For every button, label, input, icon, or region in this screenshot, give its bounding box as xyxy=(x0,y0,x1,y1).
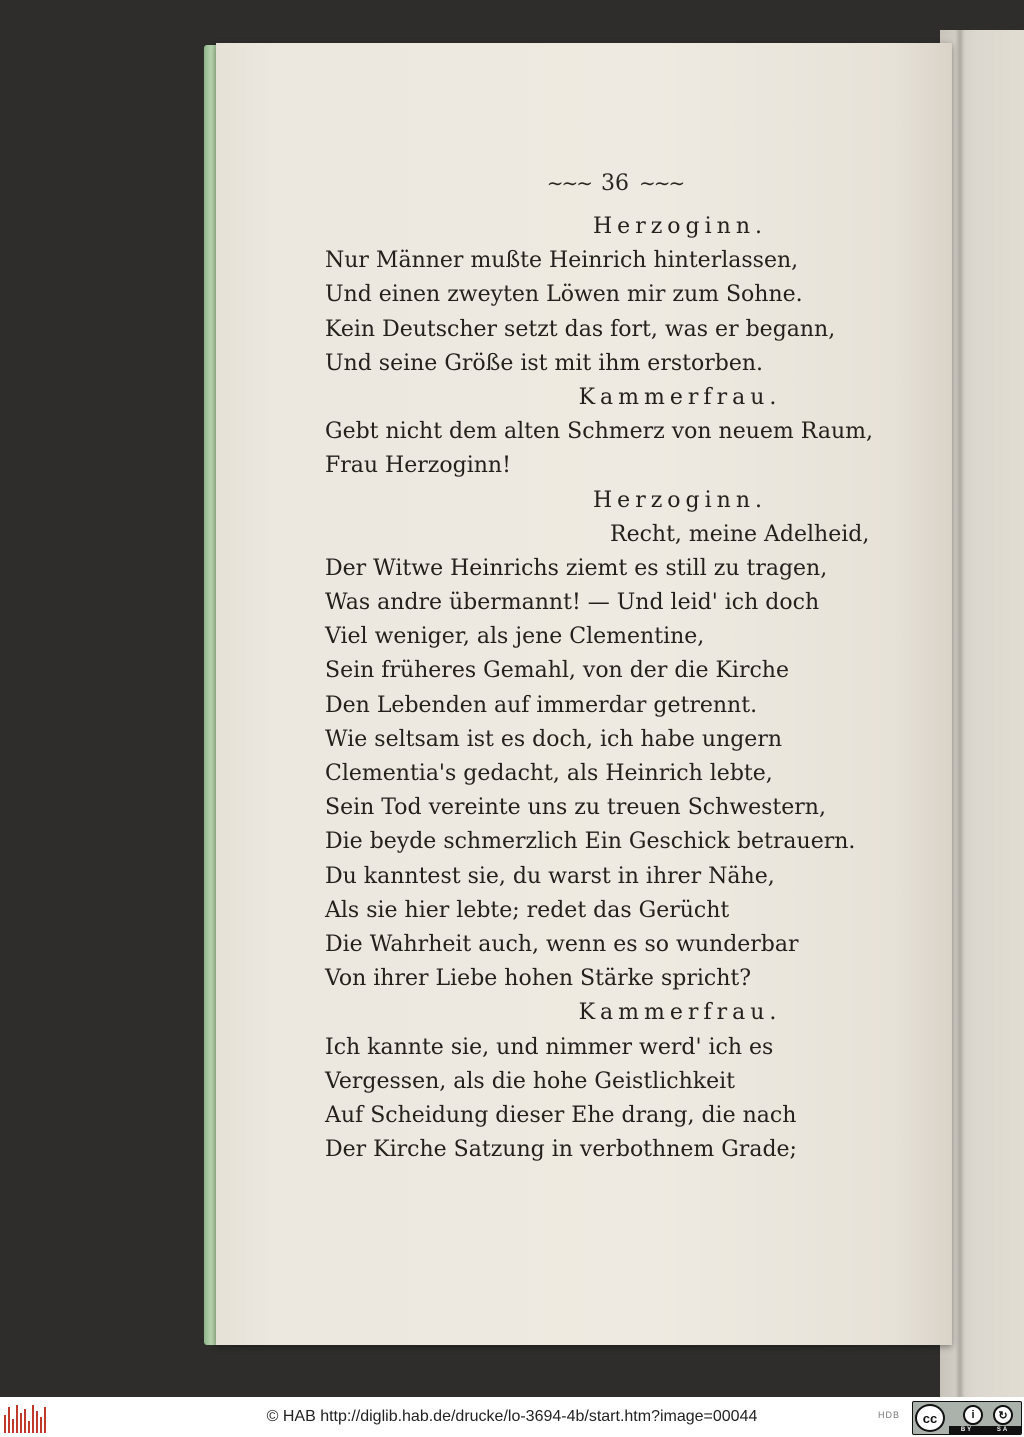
verse-line: Der Witwe Heinrichs ziemt es still zu tragen, xyxy=(325,555,828,581)
speaker-name: Kammerfrau. xyxy=(578,384,782,410)
verse-line: Wie seltsam ist es doch, ich habe ungern xyxy=(325,726,783,752)
verse-line: Die Wahrheit auch, wenn es so wunderbar xyxy=(325,931,799,957)
ornament-left-icon: ∼∼∼ xyxy=(546,171,591,195)
verse-line: Nur Männer mußte Heinrich hinterlassen, xyxy=(325,248,799,274)
license-sa: SA xyxy=(996,1427,1010,1433)
verse-line: Frau Herzoginn! xyxy=(325,453,511,479)
verse-line: Sein Tod vereinte uns zu treuen Schwestern, xyxy=(325,795,826,821)
verse-line: Viel weniger, als jene Clementine, xyxy=(325,624,705,650)
verse-line: Der Kirche Satzung in verbothnem Grade; xyxy=(325,1137,797,1163)
license-strip xyxy=(949,1426,1021,1434)
footer-bar xyxy=(0,1397,1024,1437)
verse-line: Als sie hier lebte; redet das Gerücht xyxy=(325,897,730,923)
page-number: 36 xyxy=(601,170,629,196)
verse-line: Was andre übermannt! — Und leid' ich doch xyxy=(325,590,820,616)
verse-line: Und einen zweyten Löwen mir zum Sohne. xyxy=(325,282,803,308)
verse-line: Von ihrer Liebe hohen Stärke spricht? xyxy=(325,966,751,992)
footer-credit[interactable]: © HAB http://diglib.hab.de/drucke/lo-3694-4b/start.htm?image=00044 xyxy=(266,1408,758,1425)
verse-line: Du kanntest sie, du warst in ihrer Nähe, xyxy=(325,863,775,889)
verse-line: Die beyde schmerzlich Ein Geschick betrauern. xyxy=(325,829,856,855)
verse-line: Und seine Größe ist mit ihm erstorben. xyxy=(325,350,764,376)
footer-small-text: HDB xyxy=(878,1410,901,1420)
ornament-right-icon: ∼∼∼ xyxy=(639,171,684,195)
facing-page xyxy=(940,30,1024,1397)
share-alike-icon: ↻ xyxy=(993,1405,1013,1425)
verse-line: Clementia's gedacht, als Heinrich lebte, xyxy=(325,761,773,786)
verse-line: Sein früheres Gemahl, von der die Kirche xyxy=(325,658,789,684)
speaker-name: Kammerfrau. xyxy=(578,1000,782,1026)
speaker-name: Herzoginn. xyxy=(592,487,767,513)
cc-license-badge[interactable] xyxy=(912,1401,1022,1435)
cc-icon: cc xyxy=(915,1404,945,1432)
verse-text xyxy=(325,210,915,1167)
verse-line: Vergessen, als die hohe Geistlichkeit xyxy=(325,1068,735,1094)
verse-line: Den Lebenden auf immerdar getrennt. xyxy=(325,692,758,718)
verse-line: Recht, meine Adelheid, xyxy=(610,521,870,547)
verse-line: Ich kannte sie, und nimmer werd' ich es xyxy=(325,1034,774,1060)
verse-line: Gebt nicht dem alten Schmerz von neuem Raum, xyxy=(325,419,873,445)
verse-line: Kein Deutscher setzt das fort, was er begann, xyxy=(325,316,836,342)
page-gutter xyxy=(955,30,965,1397)
person-icon: i xyxy=(963,1405,983,1425)
speaker-name: Herzoginn. xyxy=(592,214,767,239)
page-header xyxy=(540,168,690,198)
verse-line: Auf Scheidung dieser Ehe drang, die nach xyxy=(325,1102,797,1128)
license-by: BY xyxy=(960,1427,974,1433)
